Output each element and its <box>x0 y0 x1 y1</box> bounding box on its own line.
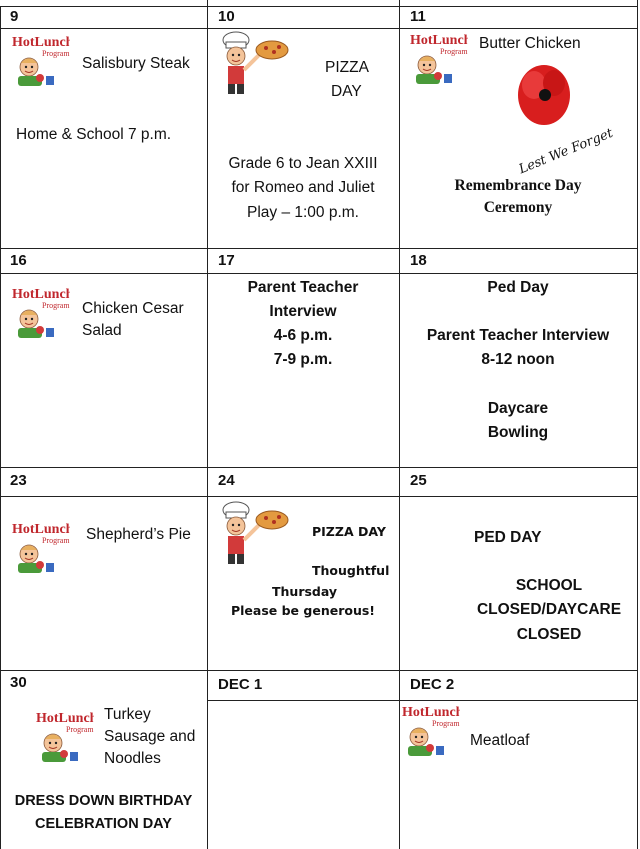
day-number: DEC 2 <box>410 676 455 693</box>
event-text: Play – 1:00 p.m. <box>246 204 359 221</box>
event-text: Daycare <box>487 400 549 417</box>
grid-line <box>0 273 638 274</box>
grid-line <box>0 248 638 249</box>
day-number: 18 <box>410 252 427 269</box>
svg-text:HotLunch: HotLunch <box>12 35 70 50</box>
svg-text:Program: Program <box>440 47 468 56</box>
grid-line <box>637 0 638 849</box>
hot-lunch-logo <box>10 519 70 582</box>
event-text: Interview <box>269 303 337 320</box>
meal-text: Shepherd’s Pie <box>86 526 191 543</box>
svg-text:Program: Program <box>42 301 70 310</box>
day-number: 16 <box>10 252 27 269</box>
day-number: 9 <box>10 8 19 25</box>
grid-line <box>207 0 208 849</box>
lest-we-forget-text: Lest We Forget <box>516 125 616 178</box>
event-text: Bowling <box>487 424 549 441</box>
grid-line <box>0 6 638 7</box>
pizza-day-text: PIZZA DAY <box>312 524 386 539</box>
event-text: Remembrance Day <box>454 177 582 194</box>
event-text: 8-12 noon <box>481 351 555 368</box>
svg-text:Program: Program <box>432 719 460 728</box>
meal-text: Turkey <box>104 706 151 723</box>
day-number: DEC 1 <box>218 676 263 693</box>
meal-text: Meatloaf <box>470 732 530 749</box>
pizza-chef-image <box>214 30 294 103</box>
event-text: 7-9 p.m. <box>273 351 333 368</box>
svg-text:Program: Program <box>66 725 94 734</box>
svg-text:HotLunch: HotLunch <box>402 705 460 720</box>
pizza-day-text: DAY <box>331 83 362 100</box>
grid-line <box>0 6 1 849</box>
day-number: 30 <box>10 674 27 691</box>
event-text: CLOSED <box>516 626 582 643</box>
hot-lunch-logo <box>10 284 70 347</box>
poppy-image <box>514 55 584 140</box>
event-text: Thursday <box>272 584 338 599</box>
meal-text: Salisbury Steak <box>82 55 190 72</box>
event-text: Ceremony <box>483 199 553 216</box>
event-text: SCHOOL <box>515 577 583 594</box>
event-text: PED DAY <box>474 529 542 546</box>
grid-line <box>207 700 638 701</box>
meal-text: Salad <box>82 322 122 339</box>
svg-text:Program: Program <box>42 536 70 545</box>
meal-text: Noodles <box>104 750 161 767</box>
grid-line <box>0 496 638 497</box>
event-text: Home & School 7 p.m. <box>16 126 172 143</box>
event-text: 4-6 p.m. <box>273 327 333 344</box>
event-text: Ped Day <box>487 279 549 296</box>
day-number: 23 <box>10 472 27 489</box>
pizza-day-text: PIZZA <box>325 59 369 76</box>
event-text: Parent Teacher <box>247 279 359 296</box>
svg-text:Program: Program <box>42 49 70 58</box>
svg-text:HotLunch: HotLunch <box>12 287 70 302</box>
svg-text:HotLunch: HotLunch <box>12 522 70 537</box>
pizza-chef-image <box>214 500 294 573</box>
day-number: 17 <box>218 252 235 269</box>
event-text: Thoughtful <box>312 563 390 578</box>
day-number: 10 <box>218 8 235 25</box>
hot-lunch-logo <box>408 30 468 93</box>
grid-line <box>0 467 638 468</box>
hot-lunch-logo <box>400 702 460 765</box>
event-text: Grade 6 to Jean XXIII <box>228 155 378 172</box>
day-number: 11 <box>410 8 426 25</box>
hot-lunch-logo <box>10 32 70 95</box>
meal-text: Sausage and <box>104 728 196 745</box>
event-text: Parent Teacher Interview <box>426 327 610 344</box>
event-text: DRESS DOWN BIRTHDAY <box>14 793 193 809</box>
grid-line <box>0 670 638 671</box>
hot-lunch-logo <box>34 708 94 771</box>
event-text: Please be generous! <box>230 603 375 618</box>
meal-text: Chicken Cesar <box>82 300 184 317</box>
svg-text:HotLunch: HotLunch <box>410 33 468 48</box>
day-number: 24 <box>218 472 235 489</box>
event-text: CELEBRATION DAY <box>35 816 172 832</box>
svg-text:HotLunch: HotLunch <box>36 711 94 726</box>
grid-line <box>0 28 638 29</box>
meal-text: Butter Chicken <box>479 35 581 52</box>
day-number: 25 <box>410 472 427 489</box>
event-text: CLOSED/DAYCARE <box>476 601 622 618</box>
event-text: for Romeo and Juliet <box>231 179 375 196</box>
